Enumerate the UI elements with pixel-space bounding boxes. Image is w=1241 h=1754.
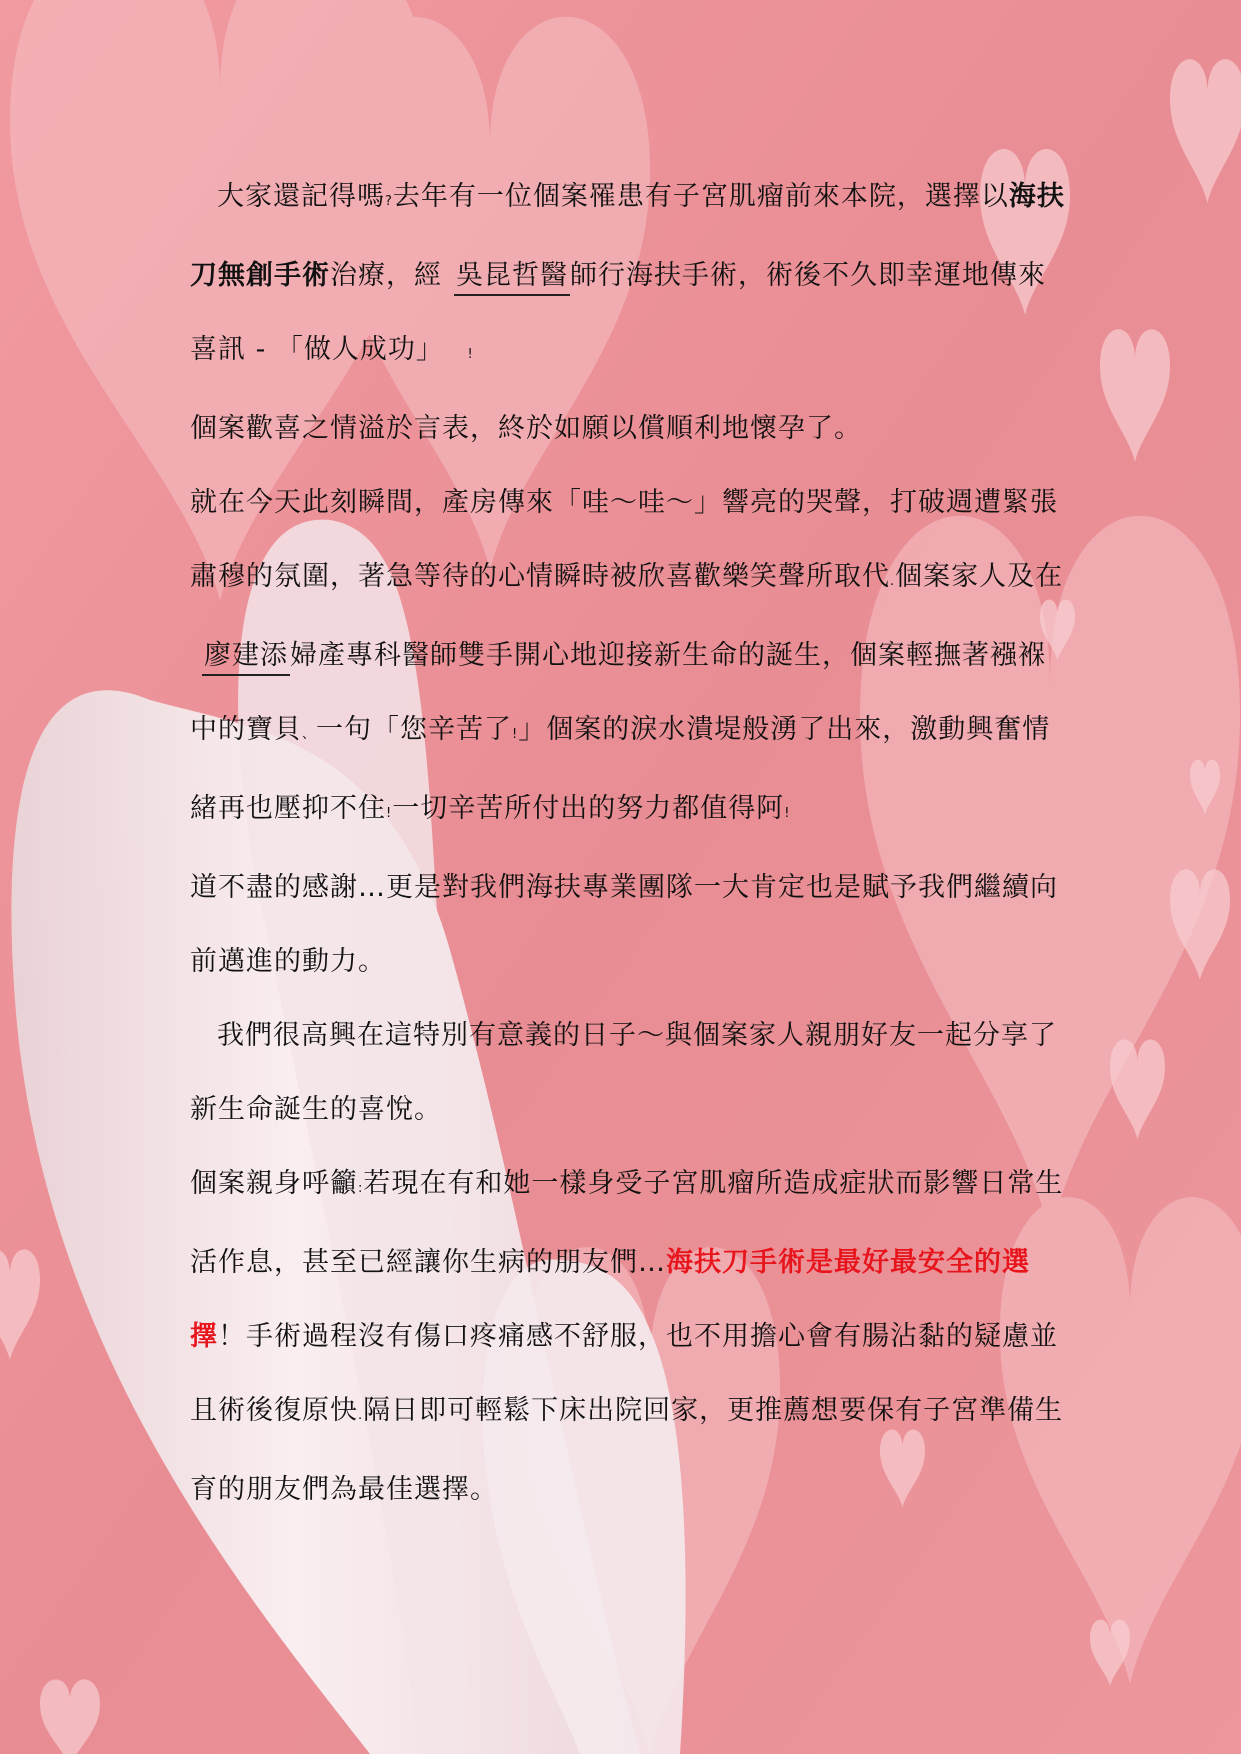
bold-procedure-name: 海扶刀無創手術 xyxy=(190,181,1065,291)
text: 若現在有和她一樣身受子宮肌瘤所造成症狀而影響日常生活作息，甚至已經讓你生病的朋友們… xyxy=(190,1168,1064,1278)
text: ！手術過程沒有傷口疼痛感不舒服，也不用擔心會有腸沾黏的疑慮並且術後復原快 xyxy=(190,1321,1058,1426)
exclamation-mark: ! xyxy=(512,727,519,742)
text: 就在今天此刻瞬間，產房傳來「哇～哇～」響亮的哭聲，打破週遭緊張肅穆的氛圍，著急等待的心情瞬時被欣喜歡樂笑聲所取代 xyxy=(190,487,1058,592)
paragraph-4: 道不盡的感謝…更是對我們海扶專業團隊一大肯定也是賦予我們繼續向前邁進的動力。 xyxy=(190,872,1058,977)
paragraph-5: 我們很高興在這特別有意義的日子～與個案家人親朋好友一起分享了新生命誕生的喜悅。 xyxy=(190,1020,1057,1125)
paragraph-6 xyxy=(190,1147,1070,1527)
paragraph-2: 個案歡喜之情溢於言表，終於如願以償順利地懷孕了。 xyxy=(190,413,862,444)
article-body xyxy=(190,160,1070,1527)
highlight-red-text: 海扶刀手術是最好最安全的選擇 xyxy=(190,1247,1030,1352)
text: 個案家人及在 xyxy=(895,561,1064,592)
comma: 、 xyxy=(302,727,317,742)
text: 」個案的淚水潰堤般湧了出來，激動興奮情緒再也壓抑不住 xyxy=(190,714,1051,824)
doctor-name-link[interactable]: 吳昆哲醫 xyxy=(454,260,570,296)
text: 師行海扶手術，術後不久即幸運地傳來喜訊 - 「做人成功」 xyxy=(190,260,1046,365)
text: 隔日即可輕鬆下床出院回家，更推薦想要保有子宮準備生育的朋友們為最佳選擇。 xyxy=(190,1395,1064,1505)
question-mark: ? xyxy=(385,194,393,209)
exclamation-mark: ! xyxy=(784,806,791,821)
doctor-name-link[interactable]: 廖建添 xyxy=(202,640,290,676)
colon: : xyxy=(358,1181,364,1196)
text: 大家還記得嗎 xyxy=(217,181,385,212)
dot: . xyxy=(358,1408,364,1423)
exclamation-mark: ! xyxy=(386,806,393,821)
text: 一切辛苦所付出的努力都值得阿 xyxy=(392,793,785,824)
dot: . xyxy=(890,574,896,589)
text: 一句「您辛苦了 xyxy=(316,714,513,745)
text: 去年有一位個案罹患有子宮肌瘤前來本院，選擇以 xyxy=(392,181,1009,212)
exclamation-mark: ! xyxy=(467,347,474,362)
text: 婦產專科醫師雙手開心地迎接新生命的誕生，個案輕撫著襁褓中的寶貝 xyxy=(190,640,1046,745)
paragraph-3 xyxy=(190,466,1070,851)
paragraph-1 xyxy=(190,160,1070,392)
text: 個案親身呼籲 xyxy=(190,1168,358,1199)
text: 治療，經 xyxy=(330,260,442,291)
